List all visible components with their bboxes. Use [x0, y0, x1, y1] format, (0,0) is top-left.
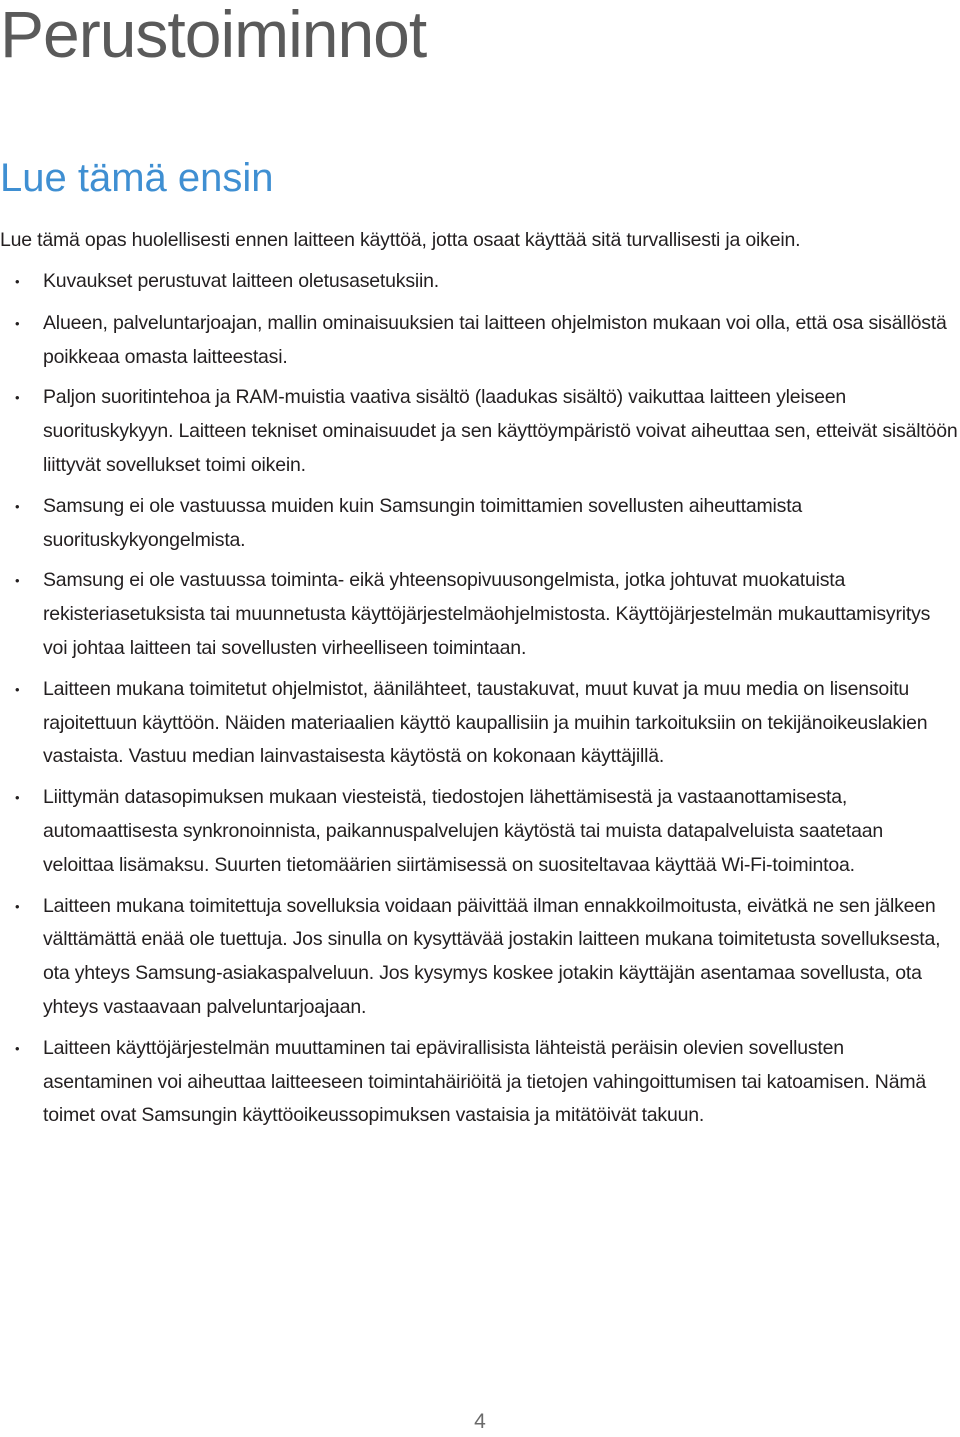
page-number: 4: [474, 1410, 486, 1433]
bullet-icon: •: [15, 274, 20, 289]
list-item: [0, 1032, 958, 1133]
bullet-icon: •: [15, 573, 20, 589]
list-item-text: Laitteen mukana toimitetut ohjelmistot, äänilähteet, taustakuvat, muut kuvat ja muu media on lisensoitu rajoitettuun käyttöön. Näiden materiaalien käyttö kaupallisiin ja muihin tarkoituksiin on tekijänoikeuslakien vastaista. Vastuu median lainvastaisesta käytöstä on kokonaan käyttäjillä.: [43, 677, 928, 768]
section-title: Lue tämä ensin: [0, 156, 274, 200]
list-item-text: Liittymän datasopimuksen mukaan viesteistä, tiedostojen lähettämisestä ja vastaanottamisesta, automaattisesta synkronoinnista, paikannuspalvelujen käytöstä tai muista datapalveluista saatetaan veloittaa lisämaksu. Suurten tietomäärien siirtämisessä on suositeltavaa käyttää Wi-Fi-toimintoa.: [43, 786, 884, 876]
chapter-title: Perustoiminnot: [0, 0, 427, 71]
bullet-icon: •: [15, 1040, 20, 1056]
list-item-text: Laitteen käyttöjärjestelmän muuttaminen tai epävirallisista lähteistä peräisin olevien sovellusten asentaminen voi aiheuttaa laitteeseen toimintahäiriöitä ja tietojen vahingoittumisen tai katoamisen. Nämä toimet ovat Samsungin käyttöoikeussopimuksen vastaisia ja mitätöivät takuun.: [43, 1036, 927, 1127]
notice-list: [0, 265, 958, 1140]
bullet-icon: •: [15, 898, 20, 914]
bullet-icon: •: [15, 390, 20, 406]
list-item: [0, 381, 958, 482]
bullet-icon: •: [15, 790, 20, 806]
list-item: [0, 564, 958, 665]
bullet-icon: •: [15, 315, 20, 331]
list-item: [0, 490, 958, 558]
list-item: [0, 673, 958, 774]
list-item-text: Laitteen mukana toimitettuja sovelluksia voidaan päivittää ilman ennakkoilmoitusta, eivätkä ne sen jälkeen välttämättä enää ole tuettuja. Jos sinulla on kysyttävää jostakin laitteen mukana toimitetusta sovelluksesta, ota yhteys Samsung-asiakaspalveluun. Jos kysymys koskee jotakin käyttäjän asentamaa sovellusta, ota yhteys vastaavaan palveluntarjoajaan.: [43, 894, 941, 1018]
intro-paragraph: Lue tämä opas huolellisesti ennen laitteen käyttöä, jotta osaat käyttää sitä turvallisesti ja oikein.: [0, 229, 801, 251]
list-item: [0, 307, 958, 375]
list-item: [0, 890, 958, 1025]
bullet-icon: •: [15, 681, 20, 697]
list-item-text: Kuvaukset perustuvat laitteen oletusasetuksiin.: [43, 270, 440, 292]
list-item-text: Paljon suoritintehoa ja RAM-muistia vaativa sisältö (laadukas sisältö) vaikuttaa laitteen yleiseen suorituskykyyn. Laitteen tekniset ominaisuudet ja sen käyttöympäristö voivat aiheuttaa sen, etteivät sisältöön liittyvät sovellukset toimi oikein.: [43, 386, 958, 476]
list-item-text: Samsung ei ole vastuussa muiden kuin Samsungin toimittamien sovellusten aiheuttamista suorituskykyongelmista.: [43, 494, 803, 551]
list-item-text: Alueen, palveluntarjoajan, mallin ominaisuuksien tai laitteen ohjelmiston mukaan voi olla, että osa sisällöstä poikkeaa omasta laitteestasi.: [43, 311, 947, 368]
bullet-icon: •: [15, 498, 20, 514]
list-item: [0, 781, 958, 882]
list-item: [0, 265, 958, 299]
list-item-text: Samsung ei ole vastuussa toiminta- eikä yhteensopivuusongelmista, jotka johtuvat muokatuista rekisteriasetuksista tai muunnetusta käyttöjärjestelmäohjelmistosta. Käyttöjärjestelmän mukauttamisyritys voi johtaa laitteen tai sovellusten virheelliseen toimintaan.: [43, 569, 931, 659]
